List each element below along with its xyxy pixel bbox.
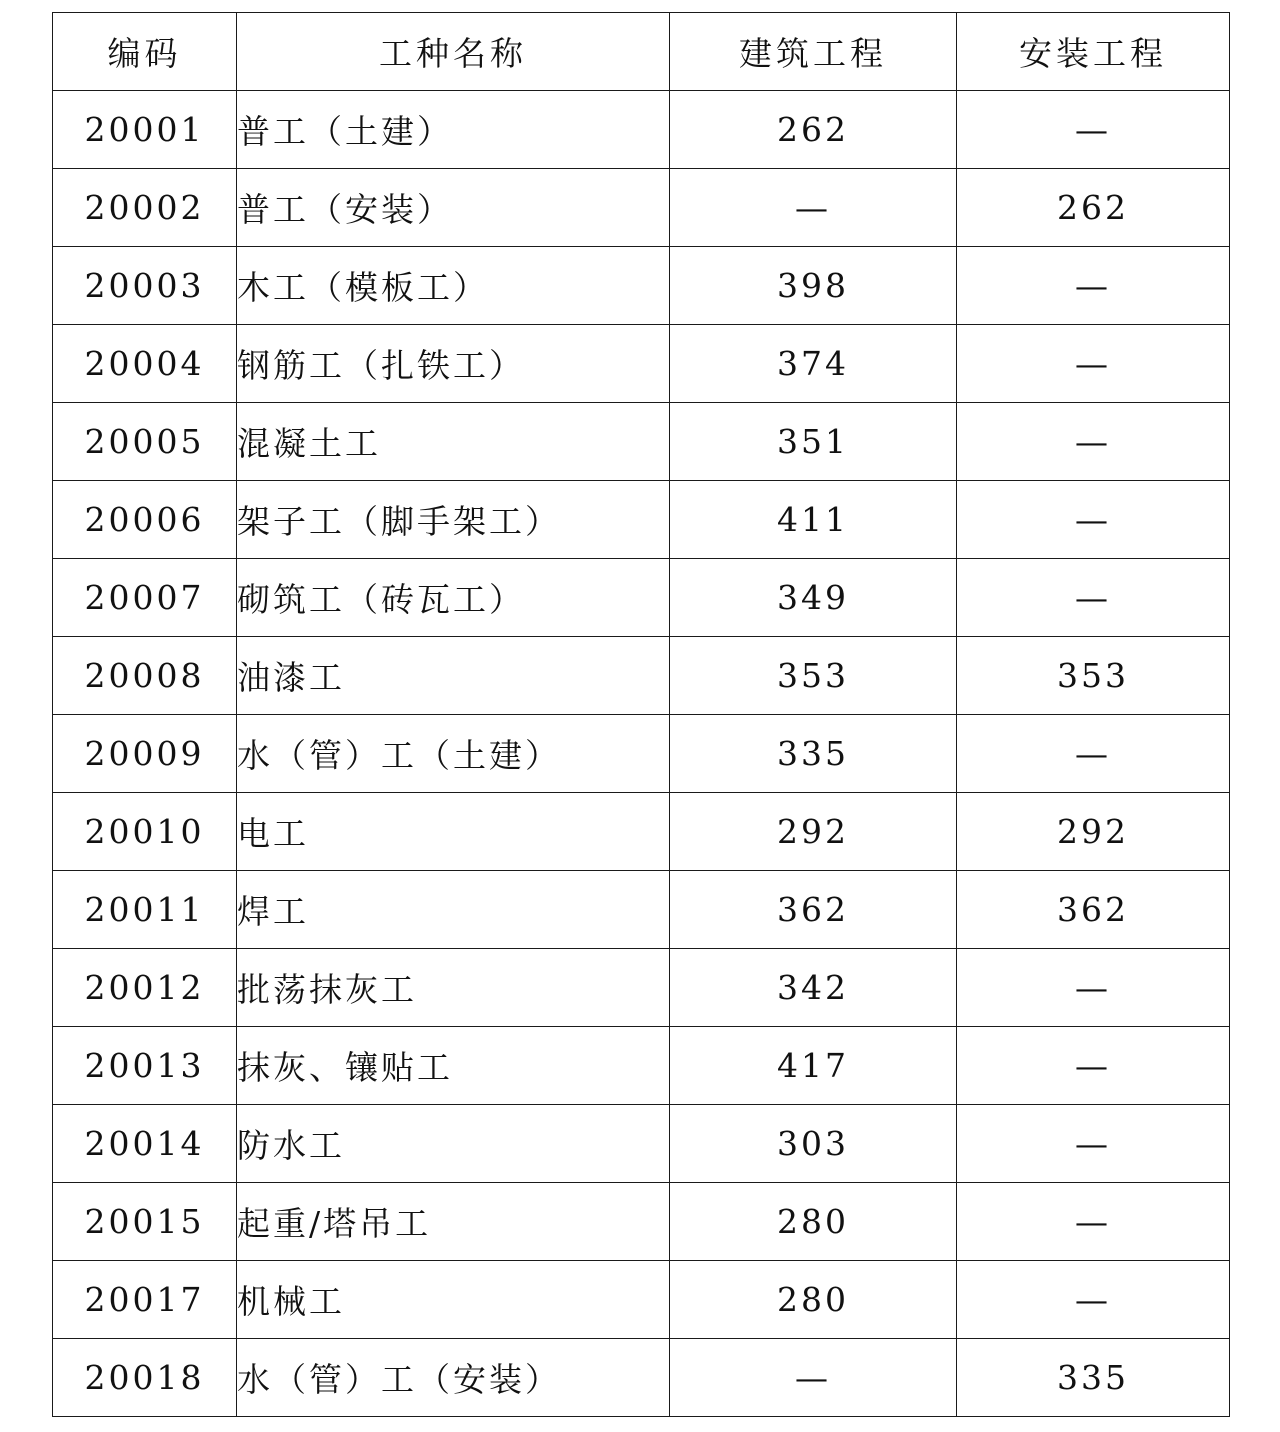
cell-name: 普工（土建） xyxy=(237,91,670,169)
table-row xyxy=(53,91,1230,169)
cell-building: 362 xyxy=(670,871,957,949)
cell-building: 292 xyxy=(670,793,957,871)
cell-installation: — xyxy=(957,949,1230,1027)
cell-installation: — xyxy=(957,325,1230,403)
cell-installation: — xyxy=(957,1183,1230,1261)
cell-name: 水（管）工（安装） xyxy=(237,1339,670,1417)
table-row xyxy=(53,637,1230,715)
cell-name: 抹灰、镶贴工 xyxy=(237,1027,670,1105)
cell-building: — xyxy=(670,169,957,247)
cell-installation: — xyxy=(957,1027,1230,1105)
cell-code: 20010 xyxy=(53,793,237,871)
cell-code: 20017 xyxy=(53,1261,237,1339)
cell-name: 砌筑工（砖瓦工） xyxy=(237,559,670,637)
table-row xyxy=(53,169,1230,247)
cell-building: 280 xyxy=(670,1183,957,1261)
cell-building: 398 xyxy=(670,247,957,325)
table-row xyxy=(53,871,1230,949)
header-name: 工种名称 xyxy=(237,13,670,91)
cell-code: 20007 xyxy=(53,559,237,637)
header-code: 编码 xyxy=(53,13,237,91)
cell-installation: — xyxy=(957,91,1230,169)
cell-code: 20012 xyxy=(53,949,237,1027)
table-row xyxy=(53,559,1230,637)
cell-code: 20015 xyxy=(53,1183,237,1261)
cell-code: 20018 xyxy=(53,1339,237,1417)
cell-installation: 262 xyxy=(957,169,1230,247)
cell-installation: 362 xyxy=(957,871,1230,949)
cell-installation: — xyxy=(957,1105,1230,1183)
header-row xyxy=(53,13,1230,91)
table-row xyxy=(53,1027,1230,1105)
table-row xyxy=(53,949,1230,1027)
cell-building: 349 xyxy=(670,559,957,637)
cell-installation: — xyxy=(957,481,1230,559)
cell-name: 电工 xyxy=(237,793,670,871)
cell-code: 20004 xyxy=(53,325,237,403)
cell-building: 353 xyxy=(670,637,957,715)
cell-building: 351 xyxy=(670,403,957,481)
cell-code: 20011 xyxy=(53,871,237,949)
cell-name: 木工（模板工） xyxy=(237,247,670,325)
table-row xyxy=(53,481,1230,559)
cell-installation: 353 xyxy=(957,637,1230,715)
cell-installation: — xyxy=(957,247,1230,325)
cell-building: 262 xyxy=(670,91,957,169)
table-row xyxy=(53,1105,1230,1183)
cell-building: 335 xyxy=(670,715,957,793)
table-row xyxy=(53,715,1230,793)
table-row xyxy=(53,1339,1230,1417)
cell-building: 342 xyxy=(670,949,957,1027)
cell-name: 防水工 xyxy=(237,1105,670,1183)
cell-code: 20008 xyxy=(53,637,237,715)
cell-installation: 335 xyxy=(957,1339,1230,1417)
cell-code: 20006 xyxy=(53,481,237,559)
cell-installation: — xyxy=(957,715,1230,793)
cell-building: — xyxy=(670,1339,957,1417)
cell-name: 水（管）工（土建） xyxy=(237,715,670,793)
header-building: 建筑工程 xyxy=(670,13,957,91)
cell-building: 280 xyxy=(670,1261,957,1339)
table-row xyxy=(53,793,1230,871)
cell-installation: — xyxy=(957,403,1230,481)
cell-name: 机械工 xyxy=(237,1261,670,1339)
cell-code: 20003 xyxy=(53,247,237,325)
table-header xyxy=(53,13,1230,91)
cell-building: 411 xyxy=(670,481,957,559)
cell-installation: — xyxy=(957,1261,1230,1339)
table-row xyxy=(53,247,1230,325)
cell-code: 20009 xyxy=(53,715,237,793)
table-row xyxy=(53,1261,1230,1339)
table-row xyxy=(53,325,1230,403)
cell-name: 批荡抹灰工 xyxy=(237,949,670,1027)
table-row xyxy=(53,403,1230,481)
cell-code: 20005 xyxy=(53,403,237,481)
cell-installation: 292 xyxy=(957,793,1230,871)
cell-name: 混凝土工 xyxy=(237,403,670,481)
cell-code: 20014 xyxy=(53,1105,237,1183)
table-body xyxy=(53,91,1230,1417)
cell-code: 20002 xyxy=(53,169,237,247)
cell-name: 架子工（脚手架工） xyxy=(237,481,670,559)
cell-building: 417 xyxy=(670,1027,957,1105)
cell-installation: — xyxy=(957,559,1230,637)
cell-code: 20001 xyxy=(53,91,237,169)
header-installation: 安装工程 xyxy=(957,13,1230,91)
cell-name: 普工（安装） xyxy=(237,169,670,247)
cell-code: 20013 xyxy=(53,1027,237,1105)
cell-building: 303 xyxy=(670,1105,957,1183)
cell-name: 油漆工 xyxy=(237,637,670,715)
cell-name: 起重/塔吊工 xyxy=(237,1183,670,1261)
cell-name: 焊工 xyxy=(237,871,670,949)
labor-rate-table xyxy=(52,12,1230,1417)
cell-building: 374 xyxy=(670,325,957,403)
table-row xyxy=(53,1183,1230,1261)
cell-name: 钢筋工（扎铁工） xyxy=(237,325,670,403)
